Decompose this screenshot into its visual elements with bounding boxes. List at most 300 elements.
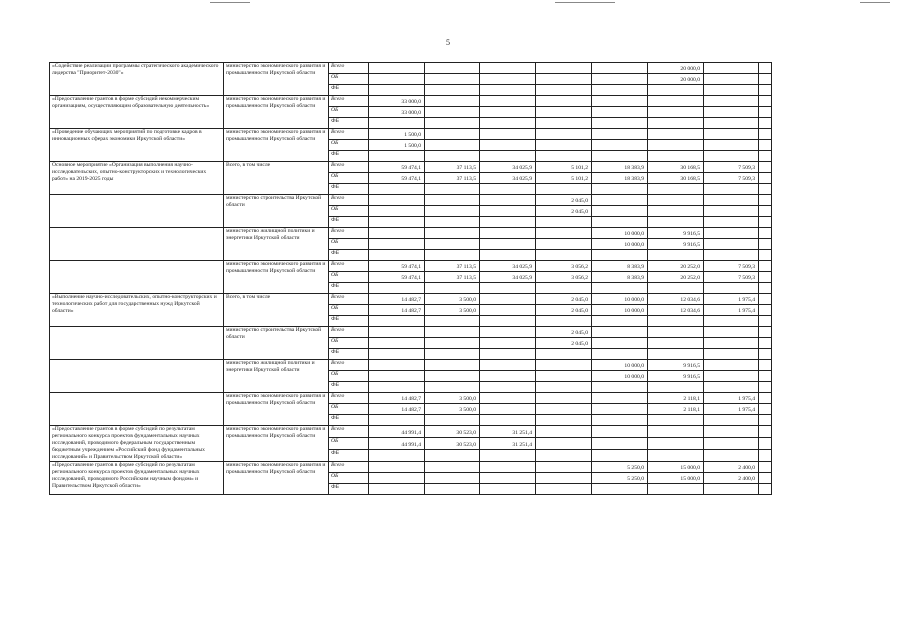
amount-cell [369, 483, 425, 494]
amount-cell [369, 118, 425, 129]
amount-cell [369, 472, 425, 483]
amount-cell [536, 349, 592, 360]
amount-cell [759, 472, 772, 483]
amount-cell: 1 500,0 [369, 140, 425, 151]
amount-cell: 12 034,6 [648, 305, 704, 316]
amount-cell [592, 184, 648, 195]
funding-level-cell: ОБ [329, 173, 369, 184]
amount-cell [592, 74, 648, 85]
amount-cell: 3 500,0 [425, 393, 480, 404]
amount-cell [425, 483, 480, 494]
amount-cell: 20 252,0 [648, 261, 704, 272]
funding-level-cell: ФБ [329, 151, 369, 162]
funding-level-cell: ФБ [329, 118, 369, 129]
amount-cell [759, 85, 772, 96]
amount-cell: 1 975,4 [704, 305, 759, 316]
amount-cell [759, 371, 772, 382]
amount-cell: 8 383,9 [592, 272, 648, 283]
amount-cell [369, 228, 425, 239]
amount-cell [704, 118, 759, 129]
amount-cell [425, 283, 480, 294]
amount-cell: 3 500,0 [425, 294, 480, 305]
amount-cell: 2 400,0 [704, 472, 759, 483]
amount-cell [704, 371, 759, 382]
amount-cell [480, 449, 536, 461]
amount-cell [592, 283, 648, 294]
amount-cell [759, 261, 772, 272]
amount-cell [536, 184, 592, 195]
amount-cell [369, 283, 425, 294]
table-body [50, 63, 772, 495]
executor-cell: министерство жилищной политики и энергетики Иркутской области [224, 228, 329, 261]
amount-cell [592, 415, 648, 426]
amount-cell [480, 96, 536, 107]
amount-cell [480, 217, 536, 228]
amount-cell [704, 129, 759, 140]
amount-cell [425, 449, 480, 461]
amount-cell [704, 63, 759, 74]
table-row [50, 129, 772, 140]
activity-cell [50, 360, 224, 393]
amount-cell [369, 217, 425, 228]
amount-cell [592, 316, 648, 327]
amount-cell [425, 107, 480, 118]
amount-cell [536, 63, 592, 74]
amount-cell [369, 74, 425, 85]
amount-cell [480, 483, 536, 494]
amount-cell [480, 461, 536, 472]
amount-cell [592, 483, 648, 494]
amount-cell: 37 113,5 [425, 272, 480, 283]
amount-cell [592, 426, 648, 438]
amount-cell [704, 217, 759, 228]
funding-level-cell: ОБ [329, 371, 369, 382]
amount-cell: 10 000,0 [592, 360, 648, 371]
executor-cell: министерство экономического развития и промышленности Иркутской области [224, 261, 329, 294]
amount-cell: 18 383,9 [592, 162, 648, 173]
funding-level-cell: Всего [329, 393, 369, 404]
table-row [50, 63, 772, 74]
amount-cell [592, 327, 648, 338]
amount-cell [536, 118, 592, 129]
amount-cell [592, 404, 648, 415]
amount-cell [592, 206, 648, 217]
amount-cell [648, 85, 704, 96]
amount-cell [369, 349, 425, 360]
amount-cell [759, 250, 772, 261]
amount-cell [592, 349, 648, 360]
amount-cell [759, 404, 772, 415]
amount-cell: 3 056,2 [536, 272, 592, 283]
amount-cell: 10 000,0 [592, 239, 648, 250]
activity-cell: «Проведение обучающих мероприятий по подготовке кадров в инновационных сферах экономики Иркутской области» [50, 129, 224, 162]
funding-level-cell: ОБ [329, 140, 369, 151]
amount-cell [536, 404, 592, 415]
amount-cell [536, 393, 592, 404]
amount-cell [704, 151, 759, 162]
amount-cell [759, 217, 772, 228]
amount-cell: 7 509,3 [704, 261, 759, 272]
funding-level-cell: ФБ [329, 217, 369, 228]
amount-cell: 5 101,2 [536, 162, 592, 173]
funding-level-cell: Всего [329, 327, 369, 338]
amount-cell [369, 461, 425, 472]
amount-cell [759, 107, 772, 118]
amount-cell: 44 991,4 [369, 426, 425, 438]
amount-cell [648, 250, 704, 261]
amount-cell [536, 426, 592, 438]
amount-cell: 5 250,0 [592, 472, 648, 483]
amount-cell [704, 382, 759, 393]
amount-cell [480, 393, 536, 404]
amount-cell: 3 500,0 [425, 404, 480, 415]
amount-cell [704, 283, 759, 294]
amount-cell [536, 85, 592, 96]
funding-level-cell: Всего [329, 96, 369, 107]
amount-cell [425, 206, 480, 217]
amount-cell [759, 382, 772, 393]
amount-cell [369, 184, 425, 195]
amount-cell [704, 415, 759, 426]
amount-cell [536, 360, 592, 371]
funding-level-cell: ФБ [329, 184, 369, 195]
amount-cell: 3 500,0 [425, 305, 480, 316]
activity-cell [50, 228, 224, 261]
amount-cell [704, 107, 759, 118]
amount-cell [704, 449, 759, 461]
amount-cell [480, 195, 536, 206]
amount-cell: 59 474,1 [369, 173, 425, 184]
amount-cell [648, 316, 704, 327]
amount-cell: 20 000,0 [648, 74, 704, 85]
table-row [50, 461, 772, 472]
amount-cell: 15 000,0 [648, 461, 704, 472]
amount-cell: 10 000,0 [592, 371, 648, 382]
amount-cell [480, 472, 536, 483]
amount-cell [759, 96, 772, 107]
amount-cell: 20 252,0 [648, 272, 704, 283]
scan-edge-mark [860, 2, 890, 3]
amount-cell [480, 371, 536, 382]
executor-cell: министерство жилищной политики и энергетики Иркутской области [224, 360, 329, 393]
amount-cell [759, 173, 772, 184]
amount-cell [536, 449, 592, 461]
amount-cell [648, 206, 704, 217]
amount-cell [759, 151, 772, 162]
amount-cell: 30 523,0 [425, 426, 480, 438]
amount-cell [704, 316, 759, 327]
amount-cell [704, 239, 759, 250]
amount-cell [536, 96, 592, 107]
amount-cell [592, 382, 648, 393]
amount-cell: 20 000,0 [648, 63, 704, 74]
activity-cell [50, 327, 224, 360]
amount-cell: 37 113,5 [425, 162, 480, 173]
amount-cell [425, 250, 480, 261]
funding-level-cell: Всего [329, 129, 369, 140]
amount-cell [592, 63, 648, 74]
amount-cell [759, 415, 772, 426]
amount-cell [480, 85, 536, 96]
amount-cell: 5 250,0 [592, 461, 648, 472]
amount-cell: 2 045,0 [536, 327, 592, 338]
funding-level-cell: ОБ [329, 338, 369, 349]
table-row [50, 96, 772, 107]
amount-cell: 12 034,6 [648, 294, 704, 305]
amount-cell: 9 916,5 [648, 360, 704, 371]
executor-cell: министерство экономического развития и промышленности Иркутской области [224, 393, 329, 426]
amount-cell [759, 349, 772, 360]
amount-cell [592, 449, 648, 461]
amount-cell: 14 482,7 [369, 294, 425, 305]
amount-cell [536, 283, 592, 294]
amount-cell [480, 228, 536, 239]
amount-cell [480, 184, 536, 195]
table-row [50, 426, 772, 438]
amount-cell [648, 118, 704, 129]
amount-cell: 9 916,5 [648, 239, 704, 250]
amount-cell [704, 96, 759, 107]
table-row [50, 393, 772, 404]
scan-edge-mark [210, 2, 250, 3]
funding-level-cell: ОБ [329, 74, 369, 85]
funding-level-cell: Всего [329, 63, 369, 74]
amount-cell [480, 239, 536, 250]
scan-edge-mark [555, 2, 615, 3]
amount-cell [480, 294, 536, 305]
amount-cell [648, 426, 704, 438]
amount-cell [759, 129, 772, 140]
amount-cell: 2 045,0 [536, 195, 592, 206]
amount-cell [536, 472, 592, 483]
amount-cell [648, 349, 704, 360]
amount-cell [704, 360, 759, 371]
activity-cell: «Выполнение научно-исследовательских, опытно-конструкторских и технологических работ для государственных нужд Иркутской области» [50, 294, 224, 327]
amount-cell [536, 461, 592, 472]
amount-cell [369, 371, 425, 382]
amount-cell: 14 482,7 [369, 305, 425, 316]
amount-cell [704, 349, 759, 360]
amount-cell [759, 437, 772, 449]
executor-cell: министерство строительства Иркутской области [224, 195, 329, 228]
amount-cell [480, 349, 536, 360]
amount-cell [369, 195, 425, 206]
amount-cell: 9 916,5 [648, 371, 704, 382]
amount-cell: 33 000,0 [369, 96, 425, 107]
funding-level-cell: Всего [329, 461, 369, 472]
amount-cell [759, 327, 772, 338]
amount-cell [536, 228, 592, 239]
amount-cell: 7 509,3 [704, 272, 759, 283]
amount-cell [704, 483, 759, 494]
amount-cell [704, 184, 759, 195]
amount-cell [648, 129, 704, 140]
amount-cell [592, 217, 648, 228]
executor-cell: Всего, в том числе [224, 294, 329, 327]
funding-level-cell: ФБ [329, 250, 369, 261]
funding-level-cell: ФБ [329, 449, 369, 461]
amount-cell: 33 000,0 [369, 107, 425, 118]
amount-cell [759, 426, 772, 438]
amount-cell [425, 415, 480, 426]
executor-cell: министерство экономического развития и промышленности Иркутской области [224, 129, 329, 162]
amount-cell [648, 217, 704, 228]
amount-cell [648, 415, 704, 426]
amount-cell [648, 283, 704, 294]
amount-cell [704, 250, 759, 261]
funding-level-cell: ФБ [329, 415, 369, 426]
amount-cell [480, 360, 536, 371]
amount-cell [759, 449, 772, 461]
table-row [50, 327, 772, 338]
amount-cell [425, 461, 480, 472]
amount-cell: 59 474,1 [369, 162, 425, 173]
amount-cell: 2 045,0 [536, 338, 592, 349]
amount-cell [592, 195, 648, 206]
amount-cell: 15 000,0 [648, 472, 704, 483]
amount-cell: 30 523,0 [425, 437, 480, 449]
funding-level-cell: ОБ [329, 272, 369, 283]
amount-cell [425, 316, 480, 327]
amount-cell [759, 184, 772, 195]
amount-cell: 34 025,9 [480, 261, 536, 272]
funding-level-cell: Всего [329, 360, 369, 371]
amount-cell [425, 239, 480, 250]
amount-cell [592, 151, 648, 162]
amount-cell [704, 85, 759, 96]
amount-cell: 30 168,5 [648, 173, 704, 184]
amount-cell [480, 415, 536, 426]
amount-cell: 14 482,7 [369, 404, 425, 415]
amount-cell: 2 118,1 [648, 404, 704, 415]
funding-level-cell: ОБ [329, 305, 369, 316]
amount-cell [648, 107, 704, 118]
amount-cell [759, 338, 772, 349]
funding-level-cell: Всего [329, 228, 369, 239]
amount-cell [759, 195, 772, 206]
amount-cell [536, 437, 592, 449]
amount-cell [704, 437, 759, 449]
amount-cell [759, 140, 772, 151]
amount-cell: 18 383,9 [592, 173, 648, 184]
activity-cell: Основное мероприятие «Организация выполнения научно-исследовательских, опытно-конструкторских и технологических работ» на 2019-2025 годы [50, 162, 224, 195]
funding-level-cell: ОБ [329, 107, 369, 118]
amount-cell [759, 63, 772, 74]
amount-cell: 44 991,4 [369, 437, 425, 449]
amount-cell [425, 371, 480, 382]
amount-cell [480, 316, 536, 327]
amount-cell: 30 168,5 [648, 162, 704, 173]
amount-cell [480, 327, 536, 338]
amount-cell [536, 151, 592, 162]
activity-cell [50, 393, 224, 426]
amount-cell [425, 382, 480, 393]
amount-cell [369, 449, 425, 461]
amount-cell [369, 151, 425, 162]
amount-cell [704, 426, 759, 438]
funding-level-cell: Всего [329, 426, 369, 438]
table-row [50, 195, 772, 206]
amount-cell [369, 63, 425, 74]
funding-level-cell: ФБ [329, 349, 369, 360]
activity-cell: «Предоставление грантов в форме субсидий по результатам регионального конкурса проектов фундаментальных научных исследований, проводимого федеральным государственным бюджетным учреждением «Российский фонд фундаментальных исследований» и Правительством Иркутской области» [50, 426, 224, 462]
table-row [50, 228, 772, 239]
amount-cell: 10 000,0 [592, 305, 648, 316]
amount-cell [759, 461, 772, 472]
funding-level-cell: ФБ [329, 85, 369, 96]
amount-cell [759, 305, 772, 316]
amount-cell [425, 217, 480, 228]
amount-cell [592, 85, 648, 96]
amount-cell [592, 118, 648, 129]
amount-cell [480, 118, 536, 129]
amount-cell [369, 360, 425, 371]
amount-cell [759, 483, 772, 494]
activity-cell: «Предоставление грантов в форме субсидий по результатам регионального конкурса проектов фундаментальных научных исследований, проводимого Российским научным фондом» и Правительством Иркутской области» [50, 461, 224, 494]
funding-level-cell: ФБ [329, 483, 369, 494]
amount-cell [425, 129, 480, 140]
amount-cell [425, 349, 480, 360]
amount-cell [425, 472, 480, 483]
amount-cell [592, 437, 648, 449]
amount-cell [759, 316, 772, 327]
amount-cell [536, 483, 592, 494]
budget-table [49, 62, 772, 495]
amount-cell [648, 96, 704, 107]
funding-level-cell: ФБ [329, 316, 369, 327]
amount-cell [480, 140, 536, 151]
funding-level-cell: ОБ [329, 437, 369, 449]
table-row [50, 360, 772, 371]
amount-cell [369, 239, 425, 250]
amount-cell [759, 228, 772, 239]
amount-cell [648, 195, 704, 206]
amount-cell: 8 383,9 [592, 261, 648, 272]
amount-cell [369, 316, 425, 327]
amount-cell [592, 107, 648, 118]
executor-cell: министерство экономического развития и промышленности Иркутской области [224, 96, 329, 129]
amount-cell: 34 025,9 [480, 272, 536, 283]
table-row [50, 294, 772, 305]
amount-cell [480, 107, 536, 118]
amount-cell [536, 140, 592, 151]
amount-cell [369, 250, 425, 261]
amount-cell: 3 056,2 [536, 261, 592, 272]
amount-cell [425, 140, 480, 151]
amount-cell: 14 482,7 [369, 393, 425, 404]
amount-cell: 1 975,4 [704, 294, 759, 305]
funding-level-cell: ФБ [329, 283, 369, 294]
amount-cell [536, 382, 592, 393]
page-number: 5 [446, 38, 450, 47]
amount-cell: 5 101,2 [536, 173, 592, 184]
amount-cell: 2 045,0 [536, 305, 592, 316]
amount-cell [425, 151, 480, 162]
amount-cell: 1 975,4 [704, 393, 759, 404]
amount-cell [759, 118, 772, 129]
amount-cell: 34 025,9 [480, 162, 536, 173]
amount-cell: 1 975,4 [704, 404, 759, 415]
amount-cell: 10 000,0 [592, 228, 648, 239]
amount-cell [592, 250, 648, 261]
activity-cell: «Предоставление грантов в форме субсидий некоммерческим организациям, осуществляющим образовательную деятельность» [50, 96, 224, 129]
amount-cell [648, 151, 704, 162]
amount-cell [369, 382, 425, 393]
funding-level-cell: Всего [329, 162, 369, 173]
amount-cell [425, 118, 480, 129]
amount-cell [425, 184, 480, 195]
amount-cell [369, 415, 425, 426]
